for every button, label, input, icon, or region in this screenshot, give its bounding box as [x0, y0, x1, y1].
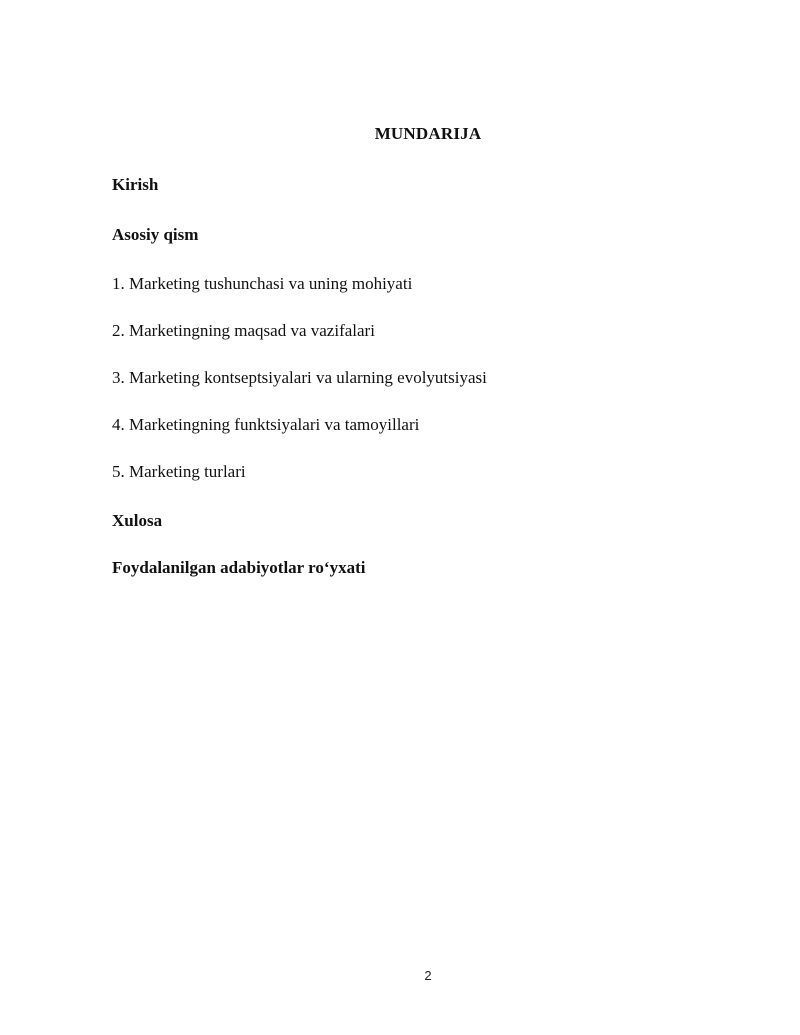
page-title: MUNDARIJA — [374, 124, 482, 143]
toc-item-2: 2. Marketingning maqsad va vazifalari — [112, 321, 375, 340]
toc-heading-main-part: Asosiy qism — [112, 225, 199, 244]
toc-item-1: 1. Marketing tushunchasi va uning mohiyati — [112, 274, 413, 293]
page-number: 2 — [424, 968, 432, 983]
toc-item-3: 3. Marketing kontseptsiyalari va ularning evolyutsiyasi — [112, 368, 487, 387]
toc-heading-references: Foydalanilgan adabiyotlar ro‘yxati — [112, 558, 366, 577]
toc-item-4: 4. Marketingning funktsiyalari va tamoyillari — [112, 415, 420, 434]
toc-heading-intro: Kirish — [112, 175, 159, 194]
toc-item-5: 5. Marketing turlari — [112, 462, 246, 481]
toc-heading-conclusion: Xulosa — [112, 511, 163, 530]
